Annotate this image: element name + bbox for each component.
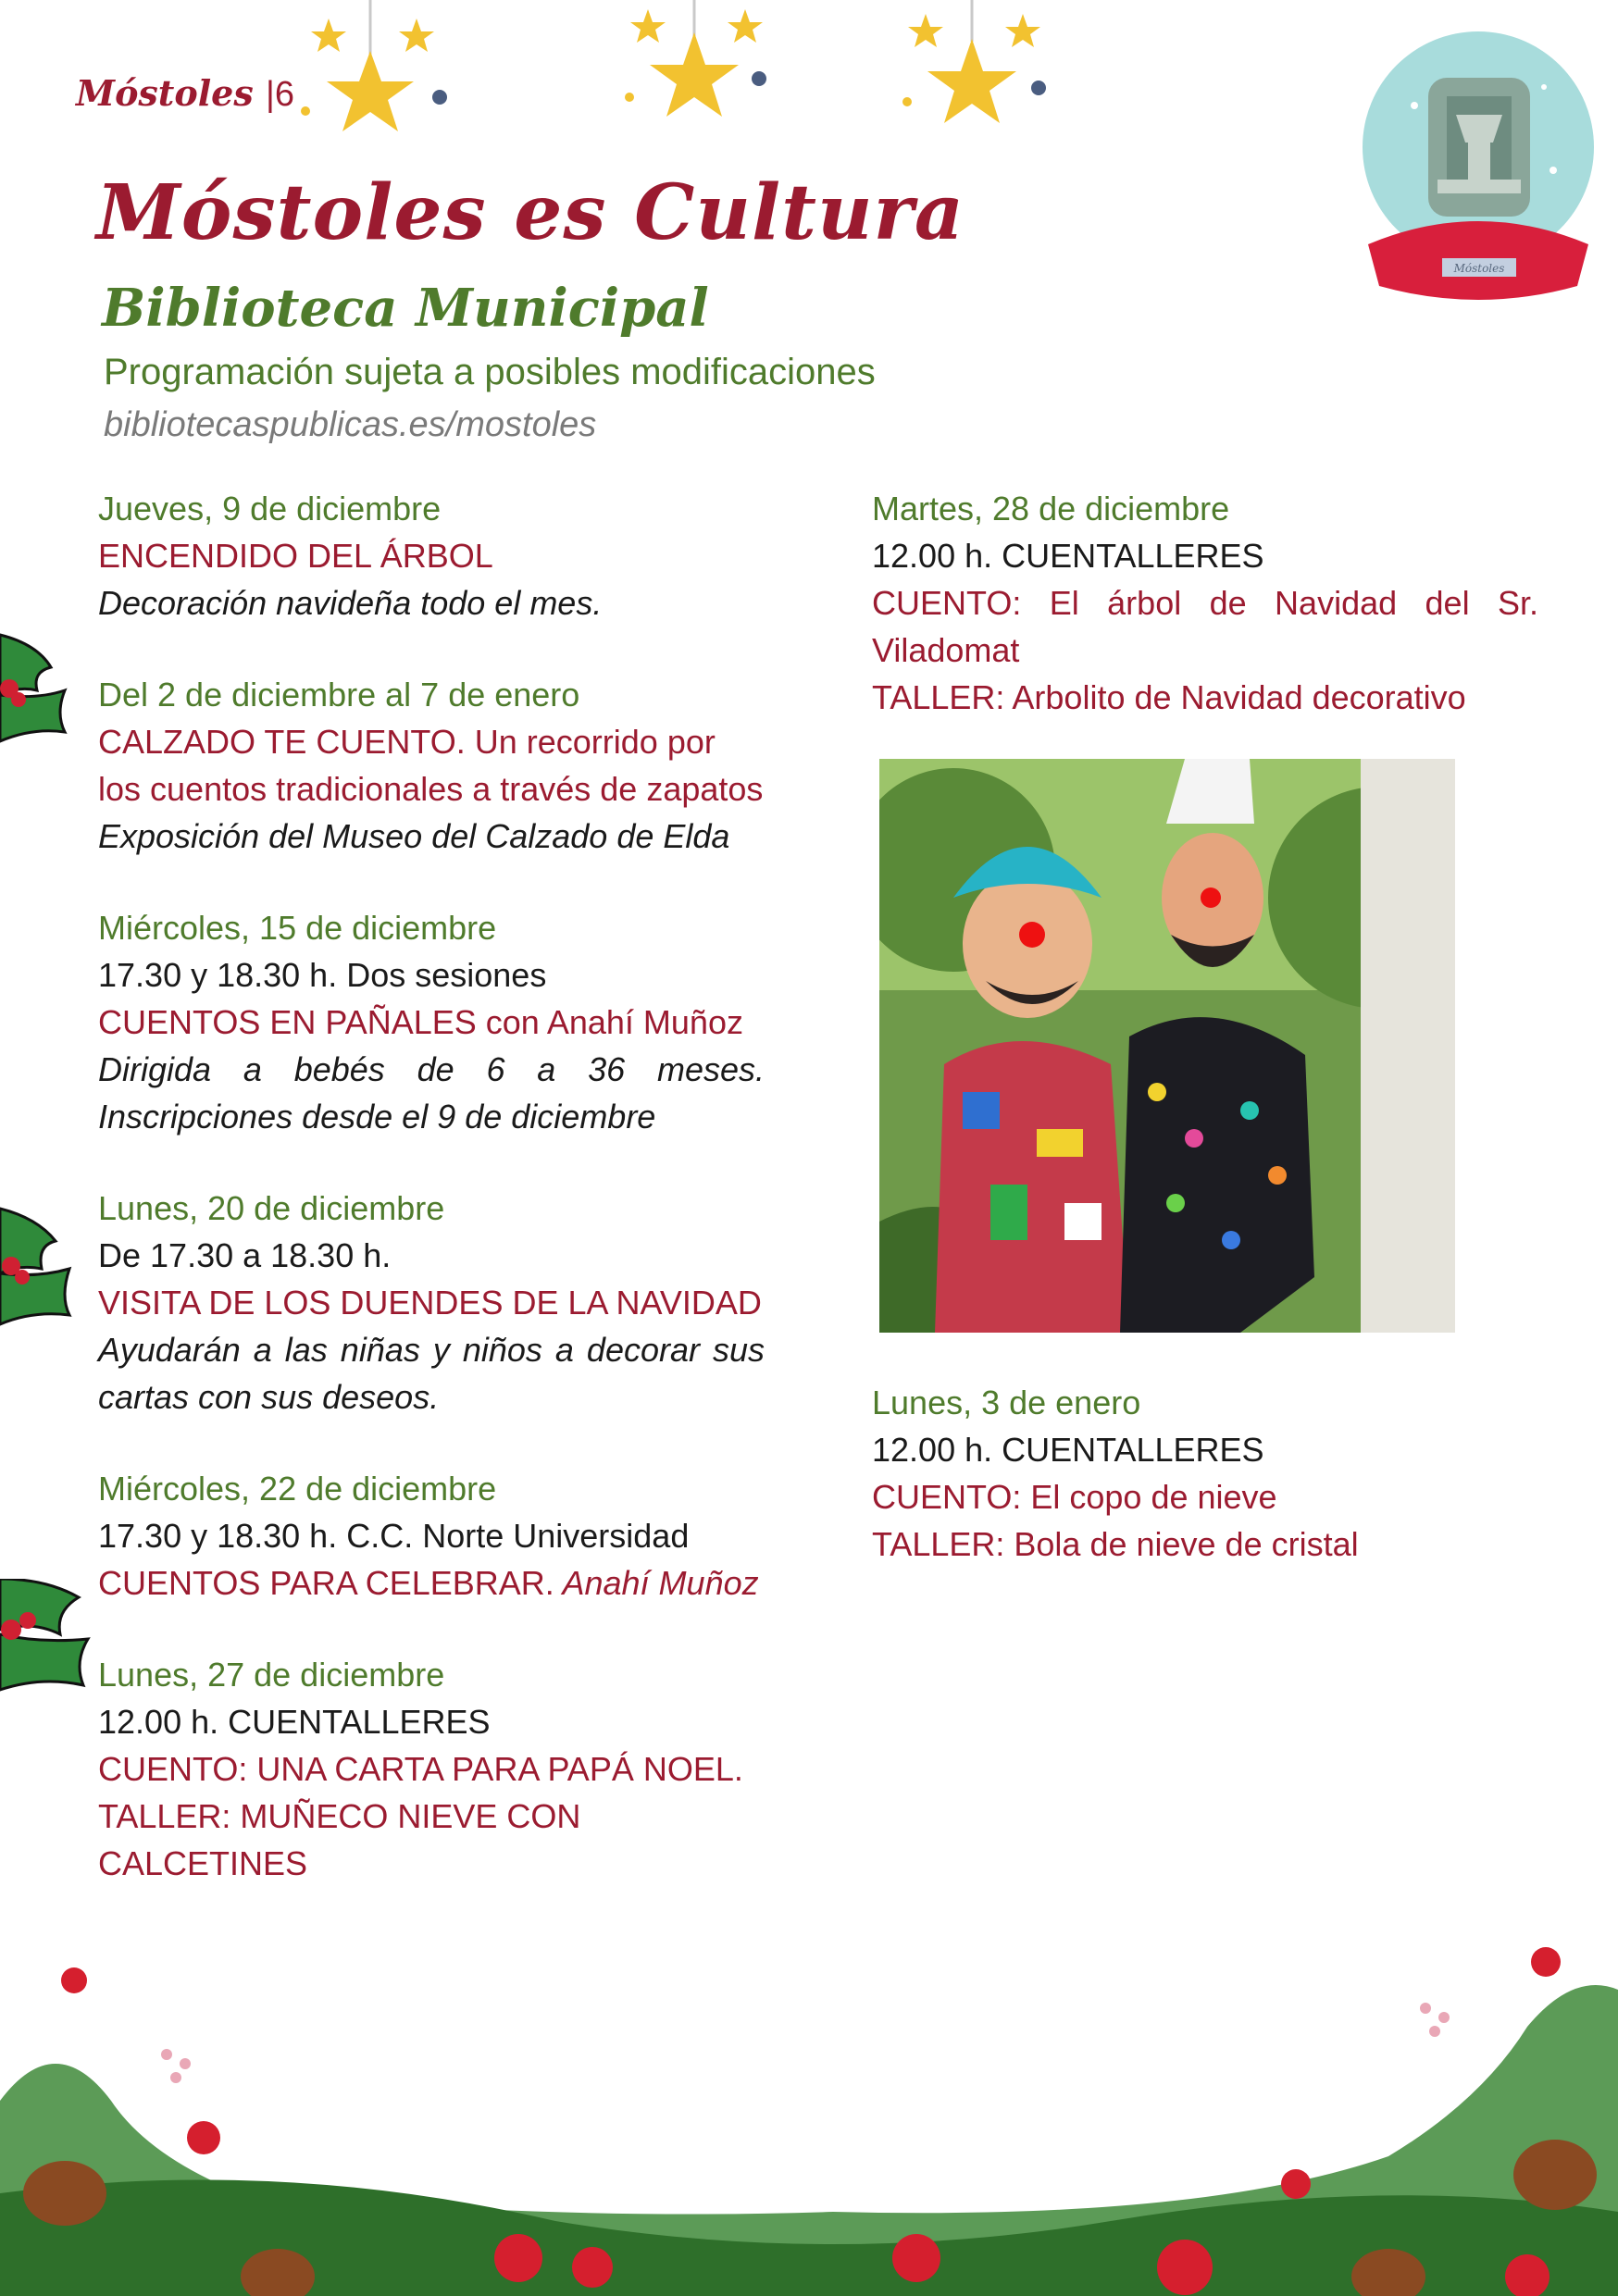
event-title-block	[98, 1559, 765, 1607]
star-icon	[625, 0, 766, 117]
event-description-line1: Dirigida a bebés de 6 a 36 meses.	[98, 1050, 765, 1088]
event-cuentalleres-3-enero	[872, 1379, 1538, 1568]
cuento-label: CUENTO:	[98, 1750, 248, 1788]
event-cuentalleres-28	[872, 485, 1538, 721]
event-date: Lunes, 3 de enero	[872, 1384, 1141, 1421]
event-time-note: CUENTALLERES	[218, 1703, 491, 1741]
events-right-column	[872, 485, 1538, 765]
taller-title: Bola de nieve de cristal	[1004, 1525, 1359, 1563]
event-cuentos-panales	[98, 904, 765, 1140]
brand-name: Móstoles	[76, 72, 254, 114]
event-date: Miércoles, 15 de diciembre	[98, 909, 497, 947]
taller-title: Arbolito de Navidad decorativo	[1004, 678, 1466, 716]
event-time-line	[98, 1512, 765, 1559]
event-time-line	[872, 1426, 1538, 1473]
taller-label: TALLER:	[872, 678, 1005, 716]
event-description-line2: cartas con sus deseos.	[98, 1378, 440, 1416]
event-title: VISITA DE LOS DUENDES DE LA NAVIDAD	[98, 1284, 762, 1322]
event-time-note: CUENTALLERES	[992, 537, 1264, 575]
taller-title: MUÑECO NIEVE CON CALCETINES	[98, 1797, 581, 1882]
events-left-column	[98, 485, 765, 1931]
christmas-garland-decoration	[0, 1916, 1618, 2296]
snow-globe-illustration	[1359, 31, 1598, 309]
hanging-stars-decoration	[278, 0, 1092, 148]
disclaimer-text: Programación sujeta a posibles modificaciones	[104, 352, 876, 392]
events-right-column-lower	[872, 1379, 1538, 1612]
page-number: 6	[274, 75, 294, 114]
event-title: CUENTOS EN PAÑALES con Anahí Muñoz	[98, 1003, 743, 1041]
event-title: ENCENDIDO DEL ÁRBOL	[98, 537, 493, 575]
star-icon	[301, 0, 447, 131]
cuento-label: CUENTO:	[872, 1478, 1022, 1516]
event-time: 12.00 h.	[872, 1431, 993, 1469]
event-time-line	[98, 951, 765, 999]
event-description: Decoración navideña todo el mes.	[98, 584, 603, 622]
event-title: CUENTOS PARA CELEBRAR.	[98, 1564, 554, 1602]
page-subtitle: Biblioteca Municipal	[102, 278, 709, 339]
event-date: Lunes, 20 de diciembre	[98, 1189, 445, 1227]
event-description-line2: Inscripciones desde el 9 de diciembre	[98, 1098, 656, 1136]
holly-icon	[0, 626, 83, 746]
event-description-line1: Ayudarán a las niñas y niños a decorar sus	[98, 1331, 765, 1369]
website-link[interactable]: bibliotecaspublicas.es/mostoles	[104, 405, 597, 444]
event-visita-duendes	[98, 1185, 765, 1421]
event-cuento-line	[98, 1745, 765, 1793]
cuento-title: El copo de nieve	[1021, 1478, 1277, 1516]
event-date: Martes, 28 de diciembre	[872, 490, 1230, 527]
event-time-note: Dos sesiones	[337, 956, 547, 994]
event-calzado-te-cuento	[98, 671, 765, 860]
event-title: CALZADO TE CUENTO.	[98, 723, 466, 761]
event-time-note: C.C. Norte Universidad	[337, 1517, 690, 1555]
event-time-note: CUENTALLERES	[992, 1431, 1264, 1469]
event-time: De 17.30 a 18.30 h.	[98, 1236, 392, 1274]
event-title-rest: Anahí Muñoz	[554, 1564, 759, 1602]
event-cuentalleres-27	[98, 1651, 765, 1887]
holly-icon	[0, 1199, 83, 1329]
event-taller-line	[872, 1520, 1538, 1568]
event-date: Del 2 de diciembre al 7 de enero	[98, 676, 580, 714]
holly-icon	[0, 1579, 102, 1699]
taller-label: TALLER:	[98, 1797, 231, 1835]
event-cuento-line2: Viladomat	[872, 631, 1020, 669]
cuento-title: UNA CARTA PARA PAPÁ NOEL.	[247, 1750, 743, 1788]
event-time-line	[872, 532, 1538, 579]
cuento-label: CUENTO:	[872, 584, 1022, 622]
event-date: Jueves, 9 de diciembre	[98, 490, 442, 527]
event-title-block	[98, 718, 765, 813]
cuento-title: El árbol de Navidad del Sr.	[1021, 584, 1538, 622]
event-description: Exposición del Museo del Calzado de Elda	[98, 817, 730, 855]
header-separator: |	[265, 75, 275, 114]
event-title-rest: Un recorrido por los cuentos tradicionales a través de zapatos	[98, 723, 764, 808]
event-taller-line	[872, 674, 1538, 721]
event-time: 12.00 h.	[872, 537, 993, 575]
event-time: 12.00 h.	[98, 1703, 219, 1741]
globe-label: Móstoles	[1453, 262, 1505, 275]
taller-label: TALLER:	[872, 1525, 1005, 1563]
event-taller-line	[98, 1793, 765, 1887]
event-encendido-arbol	[98, 485, 765, 627]
event-time: 17.30 y 18.30 h.	[98, 1517, 338, 1555]
star-icon	[902, 0, 1046, 123]
event-date: Lunes, 27 de diciembre	[98, 1656, 445, 1694]
page-header	[76, 72, 294, 115]
event-cuento-line	[872, 579, 1538, 627]
event-date: Miércoles, 22 de diciembre	[98, 1470, 497, 1508]
event-photo	[879, 759, 1455, 1333]
event-time: 17.30 y 18.30 h.	[98, 956, 338, 994]
event-time-line	[98, 1698, 765, 1745]
event-cuento-line	[872, 1473, 1538, 1520]
event-cuentos-celebrar	[98, 1465, 765, 1607]
page-title: Móstoles es Cultura	[96, 168, 965, 257]
